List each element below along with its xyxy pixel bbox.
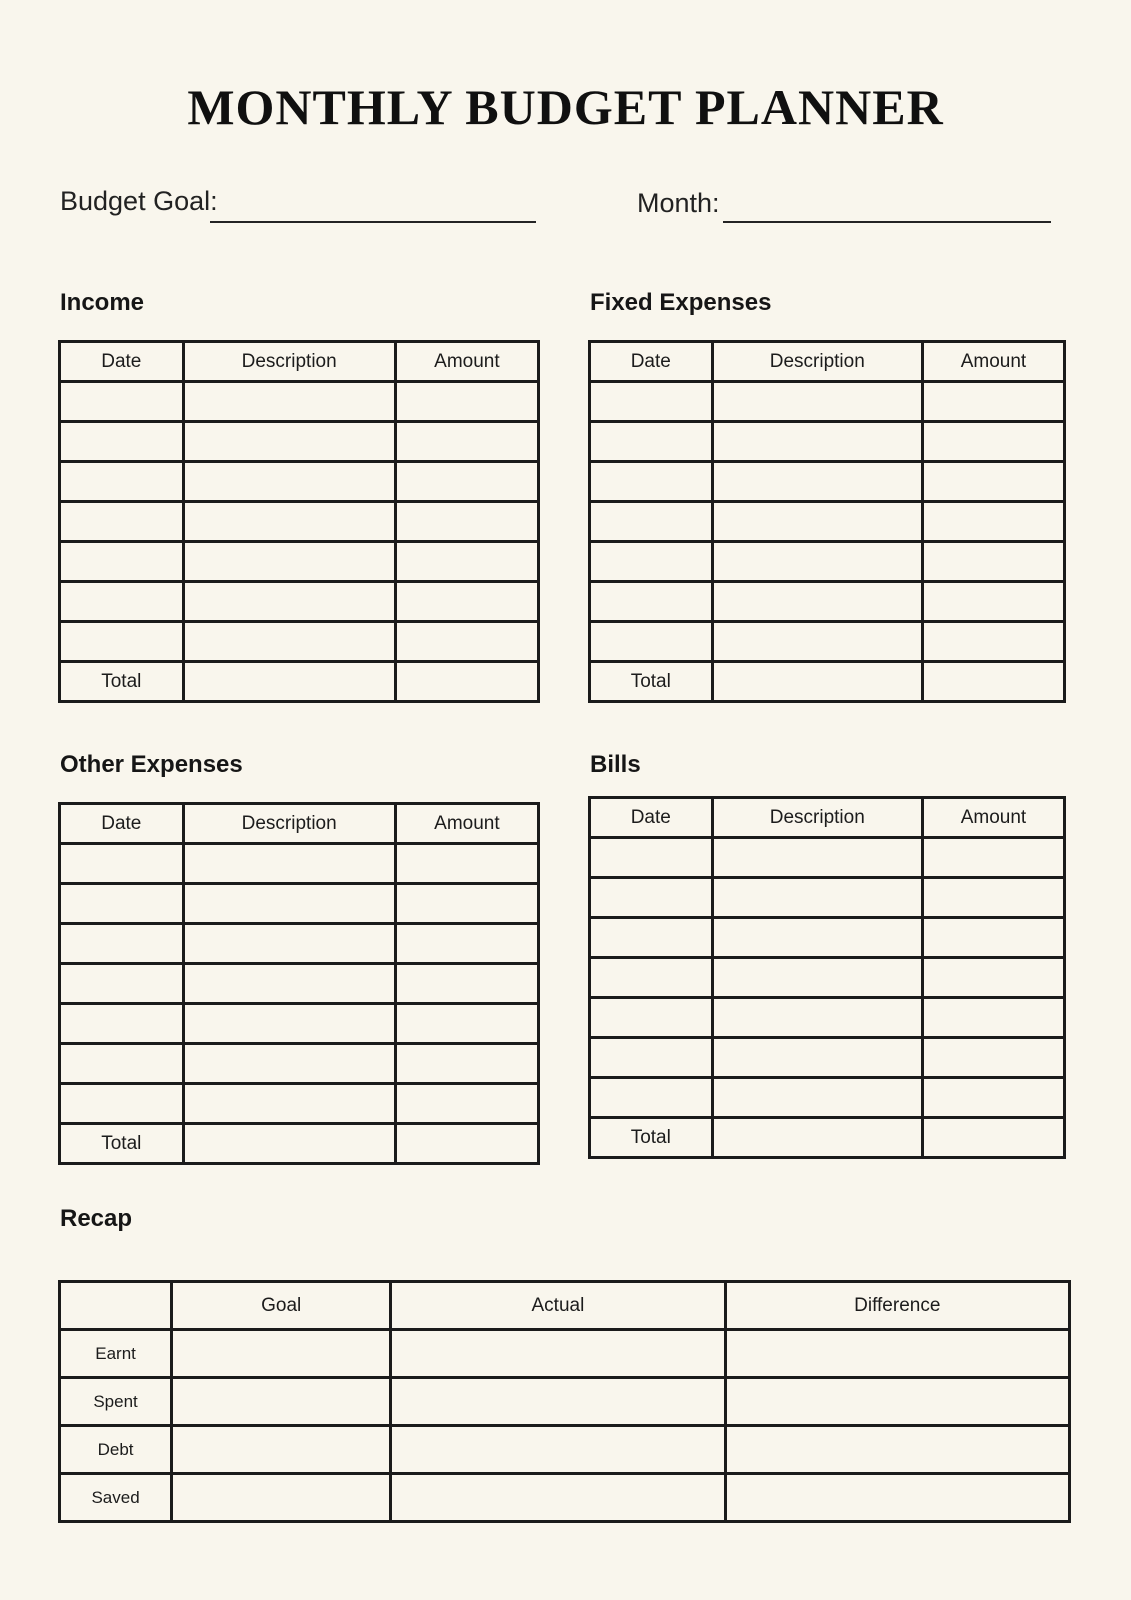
amount-input-cell[interactable]	[922, 622, 1064, 662]
amount-input-cell[interactable]	[395, 422, 538, 462]
recap-cell-saved-goal[interactable]	[172, 1474, 391, 1522]
description-input-cell[interactable]	[183, 844, 395, 884]
recap-cell-debt-difference[interactable]	[725, 1426, 1069, 1474]
amount-input-cell[interactable]	[922, 838, 1064, 878]
other-expenses-table	[58, 802, 540, 1165]
description-input-cell[interactable]	[712, 838, 922, 878]
recap-row-label-spent: Spent	[60, 1378, 172, 1426]
description-input-cell[interactable]	[712, 1078, 922, 1118]
amount-input-cell[interactable]	[395, 884, 538, 924]
table-row	[590, 838, 1065, 878]
amount-input-cell[interactable]	[922, 998, 1064, 1038]
amount-input-cell[interactable]	[922, 502, 1064, 542]
description-input-cell[interactable]	[712, 542, 922, 582]
table-row	[60, 1124, 539, 1164]
recap-cell-spent-actual[interactable]	[391, 1378, 725, 1426]
date-input-cell[interactable]	[590, 462, 713, 502]
amount-input-cell[interactable]	[922, 1038, 1064, 1078]
budget-goal-input-line[interactable]	[210, 221, 536, 223]
amount-input-cell[interactable]	[395, 1044, 538, 1084]
description-input-cell[interactable]	[183, 582, 395, 622]
table-row	[590, 342, 1065, 382]
amount-input-cell[interactable]	[395, 1004, 538, 1044]
description-input-cell[interactable]	[712, 382, 922, 422]
description-input-cell[interactable]	[712, 462, 922, 502]
table-row	[60, 502, 539, 542]
amount-input-cell[interactable]	[922, 462, 1064, 502]
table-row	[60, 582, 539, 622]
table-row	[60, 622, 539, 662]
description-input-cell[interactable]	[712, 958, 922, 998]
amount-input-cell[interactable]	[395, 542, 538, 582]
table-row	[60, 542, 539, 582]
recap-col-header-goal: Goal	[172, 1282, 391, 1330]
month-input-line[interactable]	[723, 221, 1051, 223]
description-input-cell[interactable]	[183, 964, 395, 1004]
date-input-cell[interactable]	[60, 1084, 184, 1124]
table-row	[60, 884, 539, 924]
total-label: Total	[590, 662, 713, 702]
description-input-cell[interactable]	[183, 1004, 395, 1044]
description-input-cell[interactable]	[183, 542, 395, 582]
amount-input-cell[interactable]	[922, 958, 1064, 998]
description-input-cell[interactable]	[183, 422, 395, 462]
recap-cell-saved-difference[interactable]	[725, 1474, 1069, 1522]
date-input-cell[interactable]	[60, 462, 184, 502]
column-header-date: Date	[60, 804, 184, 844]
column-header-amount: Amount	[395, 804, 538, 844]
amount-input-cell[interactable]	[922, 878, 1064, 918]
other-expenses-section-title: Other Expenses	[60, 751, 243, 778]
recap-cell-earnt-difference[interactable]	[725, 1330, 1069, 1378]
description-input-cell[interactable]	[183, 1044, 395, 1084]
recap-col-header-actual: Actual	[391, 1282, 725, 1330]
date-input-cell[interactable]	[60, 884, 184, 924]
amount-input-cell[interactable]	[395, 924, 538, 964]
table-row	[60, 924, 539, 964]
total-description-cell[interactable]	[712, 1118, 922, 1158]
table-row	[60, 844, 539, 884]
total-label: Total	[590, 1118, 713, 1158]
date-input-cell[interactable]	[590, 878, 713, 918]
table-row	[590, 582, 1065, 622]
date-input-cell[interactable]	[590, 838, 713, 878]
total-description-cell[interactable]	[183, 1124, 395, 1164]
page-title: MONTHLY BUDGET PLANNER	[187, 79, 944, 135]
description-input-cell[interactable]	[183, 1084, 395, 1124]
table-row	[60, 462, 539, 502]
income-section	[58, 288, 540, 703]
table-row	[60, 1330, 1070, 1378]
recap-cell-spent-goal[interactable]	[172, 1378, 391, 1426]
total-amount-cell[interactable]	[395, 1124, 538, 1164]
date-input-cell[interactable]	[60, 924, 184, 964]
amount-input-cell[interactable]	[395, 1084, 538, 1124]
table-row	[590, 502, 1065, 542]
column-header-amount: Amount	[922, 798, 1064, 838]
date-input-cell[interactable]	[590, 582, 713, 622]
recap-col-header-difference: Difference	[725, 1282, 1069, 1330]
table-row	[60, 1084, 539, 1124]
table-row	[60, 422, 539, 462]
description-input-cell[interactable]	[712, 918, 922, 958]
description-input-cell[interactable]	[712, 502, 922, 542]
amount-input-cell[interactable]	[922, 422, 1064, 462]
table-row	[60, 1426, 1070, 1474]
date-input-cell[interactable]	[60, 582, 184, 622]
description-input-cell[interactable]	[183, 884, 395, 924]
recap-cell-earnt-actual[interactable]	[391, 1330, 725, 1378]
date-input-cell[interactable]	[60, 542, 184, 582]
date-input-cell[interactable]	[590, 382, 713, 422]
table-row	[590, 1078, 1065, 1118]
recap-row-label-debt: Debt	[60, 1426, 172, 1474]
column-header-amount: Amount	[922, 342, 1064, 382]
description-input-cell[interactable]	[712, 998, 922, 1038]
column-header-date: Date	[590, 342, 713, 382]
table-row	[60, 1474, 1070, 1522]
column-header-date: Date	[590, 798, 713, 838]
column-header-description: Description	[183, 342, 395, 382]
recap-section	[58, 1204, 1071, 1523]
total-label: Total	[60, 1124, 184, 1164]
date-input-cell[interactable]	[590, 1078, 713, 1118]
amount-input-cell[interactable]	[922, 382, 1064, 422]
amount-input-cell[interactable]	[922, 582, 1064, 622]
table-row	[60, 662, 539, 702]
table-row	[590, 998, 1065, 1038]
date-input-cell[interactable]	[590, 918, 713, 958]
month-label: Month:	[637, 188, 720, 218]
total-description-cell[interactable]	[712, 662, 922, 702]
date-input-cell[interactable]	[60, 422, 184, 462]
recap-cell-saved-actual[interactable]	[391, 1474, 725, 1522]
date-input-cell[interactable]	[590, 542, 713, 582]
table-row	[60, 342, 539, 382]
table-row	[590, 422, 1065, 462]
date-input-cell[interactable]	[590, 1038, 713, 1078]
description-input-cell[interactable]	[712, 622, 922, 662]
description-input-cell[interactable]	[183, 462, 395, 502]
date-input-cell[interactable]	[60, 964, 184, 1004]
recap-row-label-earnt: Earnt	[60, 1330, 172, 1378]
table-row	[590, 1118, 1065, 1158]
amount-input-cell[interactable]	[395, 502, 538, 542]
recap-col-header-blank	[60, 1282, 172, 1330]
table-row	[590, 918, 1065, 958]
amount-input-cell[interactable]	[922, 1078, 1064, 1118]
amount-input-cell[interactable]	[395, 622, 538, 662]
table-row	[60, 964, 539, 1004]
date-input-cell[interactable]	[60, 502, 184, 542]
date-input-cell[interactable]	[60, 382, 184, 422]
recap-table	[58, 1280, 1071, 1523]
date-input-cell[interactable]	[590, 622, 713, 662]
date-input-cell[interactable]	[60, 844, 184, 884]
amount-input-cell[interactable]	[395, 964, 538, 1004]
budget-goal-label: Budget Goal:	[60, 186, 218, 216]
amount-input-cell[interactable]	[395, 844, 538, 884]
amount-input-cell[interactable]	[922, 542, 1064, 582]
total-amount-cell[interactable]	[395, 662, 538, 702]
table-row	[60, 1004, 539, 1044]
recap-cell-debt-actual[interactable]	[391, 1426, 725, 1474]
bills-section	[588, 750, 1066, 1159]
amount-input-cell[interactable]	[922, 918, 1064, 958]
column-header-date: Date	[60, 342, 184, 382]
column-header-amount: Amount	[395, 342, 538, 382]
fixed-expenses-section-title: Fixed Expenses	[590, 289, 772, 316]
column-header-description: Description	[712, 342, 922, 382]
other-expenses-section	[58, 750, 540, 1165]
income-table	[58, 340, 540, 703]
date-input-cell[interactable]	[60, 622, 184, 662]
bills-table	[588, 796, 1066, 1159]
income-section-title: Income	[60, 289, 145, 316]
description-input-cell[interactable]	[712, 582, 922, 622]
table-row	[590, 662, 1065, 702]
table-row	[60, 382, 539, 422]
table-row	[590, 798, 1065, 838]
table-row	[590, 1038, 1065, 1078]
column-header-description: Description	[183, 804, 395, 844]
description-input-cell[interactable]	[712, 878, 922, 918]
table-row	[60, 804, 539, 844]
description-input-cell[interactable]	[712, 1038, 922, 1078]
amount-input-cell[interactable]	[395, 582, 538, 622]
column-header-description: Description	[712, 798, 922, 838]
table-row	[60, 1282, 1070, 1330]
table-row	[590, 878, 1065, 918]
table-row	[60, 1044, 539, 1084]
amount-input-cell[interactable]	[395, 382, 538, 422]
fixed-expenses-section	[588, 288, 1066, 703]
description-input-cell[interactable]	[183, 924, 395, 964]
date-input-cell[interactable]	[60, 1044, 184, 1084]
table-row	[590, 542, 1065, 582]
description-input-cell[interactable]	[183, 382, 395, 422]
date-input-cell[interactable]	[590, 422, 713, 462]
fixed-expenses-table	[588, 340, 1066, 703]
recap-cell-earnt-goal[interactable]	[172, 1330, 391, 1378]
total-amount-cell[interactable]	[922, 662, 1064, 702]
recap-section-title: Recap	[60, 1205, 133, 1232]
recap-cell-spent-difference[interactable]	[725, 1378, 1069, 1426]
date-input-cell[interactable]	[60, 1004, 184, 1044]
table-row	[590, 382, 1065, 422]
total-label: Total	[60, 662, 184, 702]
date-input-cell[interactable]	[590, 502, 713, 542]
bills-section-title: Bills	[590, 751, 641, 778]
description-input-cell[interactable]	[183, 622, 395, 662]
recap-row-label-saved: Saved	[60, 1474, 172, 1522]
table-row	[60, 1378, 1070, 1426]
amount-input-cell[interactable]	[395, 462, 538, 502]
total-description-cell[interactable]	[183, 662, 395, 702]
table-row	[590, 462, 1065, 502]
total-amount-cell[interactable]	[922, 1118, 1064, 1158]
table-row	[590, 622, 1065, 662]
description-input-cell[interactable]	[183, 502, 395, 542]
table-row	[590, 958, 1065, 998]
recap-cell-debt-goal[interactable]	[172, 1426, 391, 1474]
description-input-cell[interactable]	[712, 422, 922, 462]
date-input-cell[interactable]	[590, 958, 713, 998]
date-input-cell[interactable]	[590, 998, 713, 1038]
